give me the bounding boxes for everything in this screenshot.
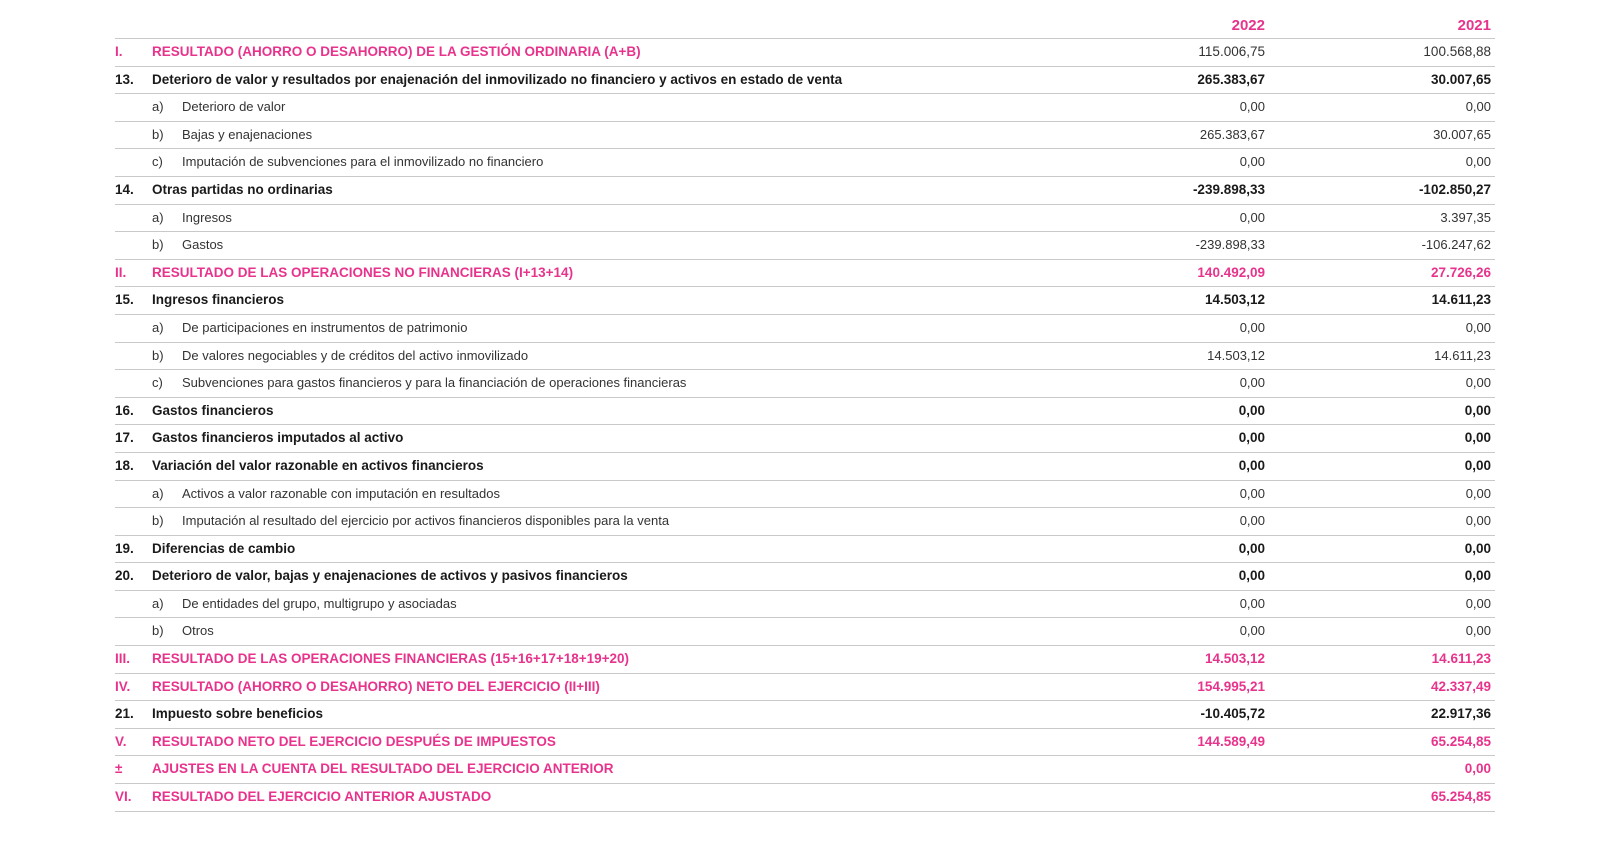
row-label: Impuesto sobre beneficios: [152, 706, 324, 722]
row-number: a): [152, 209, 164, 225]
value-2021: 100.568,88: [1423, 44, 1491, 59]
row-label: De entidades del grupo, multigrupo y asociadas: [182, 595, 457, 611]
table-row: [115, 177, 1495, 205]
value-2022: -239.898,33: [1195, 237, 1265, 253]
row-label: Ingresos: [182, 209, 232, 225]
value-2022: 0,00: [1238, 457, 1265, 473]
row-label: RESULTADO DE LAS OPERACIONES NO FINANCIERAS (I+13+14): [152, 264, 574, 280]
value-2022: 144.589,49: [1197, 733, 1265, 749]
row-label: De valores negociables y de créditos del activo inmovilizado: [182, 347, 529, 363]
table-row: [115, 646, 1495, 674]
table-row: [115, 563, 1495, 591]
value-2022: 115.006,75: [1198, 44, 1265, 59]
row-number: 17.: [115, 430, 134, 446]
table-row: [115, 315, 1495, 343]
value-2022: -239.898,33: [1192, 181, 1265, 197]
table-row: [115, 149, 1495, 177]
row-number: 21.: [115, 706, 134, 722]
value-2022: 14.503,12: [1204, 292, 1265, 308]
row-number: c): [152, 154, 163, 170]
row-label: De participaciones en instrumentos de patrimonio: [182, 319, 468, 335]
table-row: [115, 618, 1495, 646]
value-2022: 265.383,67: [1197, 71, 1265, 87]
row-label: Deterioro de valor, bajas y enajenaciones de activos y pasivos financieros: [152, 568, 628, 584]
row-label: Activos a valor razonable con imputación en resultados: [182, 485, 500, 501]
row-label: Gastos financieros: [152, 402, 274, 418]
value-2021: 0,00: [1464, 540, 1491, 556]
value-2021: 0,00: [1465, 485, 1491, 501]
value-2021: 0,00: [1464, 761, 1491, 777]
table-row: [115, 508, 1495, 536]
value-2022: 154.995,21: [1197, 678, 1265, 694]
value-2022: 0,00: [1239, 595, 1265, 611]
table-row: [115, 591, 1495, 619]
row-number: 19.: [115, 540, 134, 556]
row-label: Diferencias de cambio: [152, 540, 296, 556]
value-2021: 0,00: [1465, 319, 1491, 335]
value-2021: 65.254,85: [1430, 733, 1491, 749]
value-2021: 14.611,23: [1431, 292, 1491, 308]
year-2021-header: 2021: [1457, 17, 1491, 34]
value-2022: 0,00: [1238, 568, 1265, 584]
value-2021: 30.007,65: [1430, 71, 1491, 87]
row-number: c): [152, 375, 163, 391]
row-number: IV.: [115, 678, 131, 694]
table-row: [115, 729, 1495, 757]
value-2021: 0,00: [1464, 568, 1491, 584]
table-row: [115, 756, 1495, 784]
value-2022: 0,00: [1239, 375, 1265, 391]
value-2022: 0,00: [1239, 154, 1265, 170]
value-2021: 0,00: [1465, 99, 1491, 115]
value-2021: -102.850,27: [1418, 181, 1491, 197]
table-row: [115, 481, 1495, 509]
row-number: 15.: [115, 292, 134, 308]
value-2022: 14.503,12: [1204, 651, 1265, 667]
value-2022: 0,00: [1238, 540, 1265, 556]
row-number: b): [152, 237, 164, 253]
table-row: [115, 260, 1495, 288]
table-row: [115, 370, 1495, 398]
value-2022: 0,00: [1239, 209, 1265, 225]
value-2021: 0,00: [1465, 595, 1491, 611]
table-row: [115, 39, 1495, 67]
row-label: Subvenciones para gastos financieros y para la financiación de operaciones financieras: [182, 375, 687, 391]
table-row: [115, 205, 1495, 233]
row-number: b): [152, 126, 164, 142]
row-label: RESULTADO NETO DEL EJERCICIO DESPUÉS DE IMPUESTOS: [152, 733, 556, 749]
row-number: a): [152, 485, 164, 501]
value-2021: 0,00: [1464, 402, 1491, 418]
table-row: [115, 784, 1495, 812]
table-row: [115, 94, 1495, 122]
row-label: RESULTADO DEL EJERCICIO ANTERIOR AJUSTADO: [152, 789, 492, 805]
row-label: Ingresos financieros: [152, 292, 285, 308]
row-label: Bajas y enajenaciones: [182, 126, 313, 142]
table-row: [115, 287, 1495, 315]
row-label: Gastos: [182, 237, 224, 253]
value-2022: 0,00: [1239, 319, 1265, 335]
value-2021: 0,00: [1465, 375, 1491, 391]
row-label: Otros: [182, 623, 214, 639]
row-number: a): [152, 99, 164, 115]
row-number: 20.: [115, 568, 134, 584]
row-label: Gastos financieros imputados al activo: [152, 430, 404, 446]
value-2021: 0,00: [1464, 430, 1491, 446]
value-2022: 14.503,12: [1207, 347, 1265, 363]
row-number: 16.: [115, 402, 134, 418]
value-2021: 65.254,85: [1430, 789, 1491, 805]
table-row: [115, 701, 1495, 729]
row-number: a): [152, 595, 164, 611]
row-number: b): [152, 623, 164, 639]
value-2022: 0,00: [1239, 99, 1265, 115]
row-number: I.: [115, 44, 123, 59]
row-label: Imputación al resultado del ejercicio por activos financieros disponibles para la venta: [182, 513, 670, 529]
value-2021: -106.247,62: [1421, 237, 1491, 253]
row-label: Variación del valor razonable en activos financieros: [152, 457, 484, 473]
table-row: [115, 67, 1495, 95]
table-row: [115, 536, 1495, 564]
value-2021: 14.611,23: [1431, 651, 1491, 667]
row-label: Deterioro de valor y resultados por enajenación del inmovilizado no financiero y activos en estado de venta: [152, 71, 843, 87]
row-label: RESULTADO (AHORRO O DESAHORRO) DE LA GESTIÓN ORDINARIA (A+B): [152, 44, 641, 59]
value-2021: 14.611,23: [1434, 347, 1491, 363]
value-2022: 0,00: [1239, 623, 1265, 639]
row-number: b): [152, 513, 164, 529]
row-number: III.: [115, 651, 131, 667]
row-number: V.: [115, 733, 127, 749]
year-2022-header: 2022: [1231, 17, 1265, 34]
value-2022: 0,00: [1239, 485, 1265, 501]
value-2021: 0,00: [1465, 154, 1491, 170]
row-number: 18.: [115, 457, 134, 473]
value-2021: 27.726,26: [1430, 264, 1491, 280]
results-table: [115, 10, 1495, 812]
row-label: Otras partidas no ordinarias: [152, 181, 333, 197]
table-row: [115, 343, 1495, 371]
table-row: [115, 122, 1495, 150]
table-row: [115, 425, 1495, 453]
value-2021: 0,00: [1465, 513, 1491, 529]
value-2021: 0,00: [1465, 623, 1491, 639]
row-label: AJUSTES EN LA CUENTA DEL RESULTADO DEL EJERCICIO ANTERIOR: [152, 761, 614, 777]
table-header: [115, 10, 1495, 39]
value-2022: -10.405,72: [1200, 706, 1265, 722]
table-row: [115, 232, 1495, 260]
value-2021: 22.917,36: [1430, 706, 1491, 722]
table-row: [115, 453, 1495, 481]
row-number: b): [152, 347, 164, 363]
row-number: 13.: [115, 71, 134, 87]
row-number: a): [152, 319, 164, 335]
row-label: Imputación de subvenciones para el inmovilizado no financiero: [182, 154, 544, 170]
row-label: RESULTADO (AHORRO O DESAHORRO) NETO DEL EJERCICIO (II+III): [152, 678, 600, 694]
value-2021: 30.007,65: [1433, 126, 1491, 142]
row-number: 14.: [115, 181, 134, 197]
table-row: [115, 674, 1495, 702]
value-2022: 140.492,09: [1197, 264, 1265, 280]
row-label: RESULTADO DE LAS OPERACIONES FINANCIERAS (15+16+17+18+19+20): [152, 651, 630, 667]
value-2021: 0,00: [1464, 457, 1491, 473]
row-label: Deterioro de valor: [182, 99, 286, 115]
row-number: VI.: [115, 789, 132, 805]
table-row: [115, 398, 1495, 426]
table-body: [115, 39, 1495, 812]
value-2022: 0,00: [1239, 513, 1265, 529]
value-2021: 42.337,49: [1430, 678, 1491, 694]
value-2022: 0,00: [1238, 402, 1265, 418]
row-number: ±: [115, 761, 123, 777]
value-2022: 0,00: [1238, 430, 1265, 446]
row-number: II.: [115, 264, 127, 280]
value-2022: 265.383,67: [1199, 126, 1265, 142]
value-2021: 3.397,35: [1440, 209, 1491, 225]
